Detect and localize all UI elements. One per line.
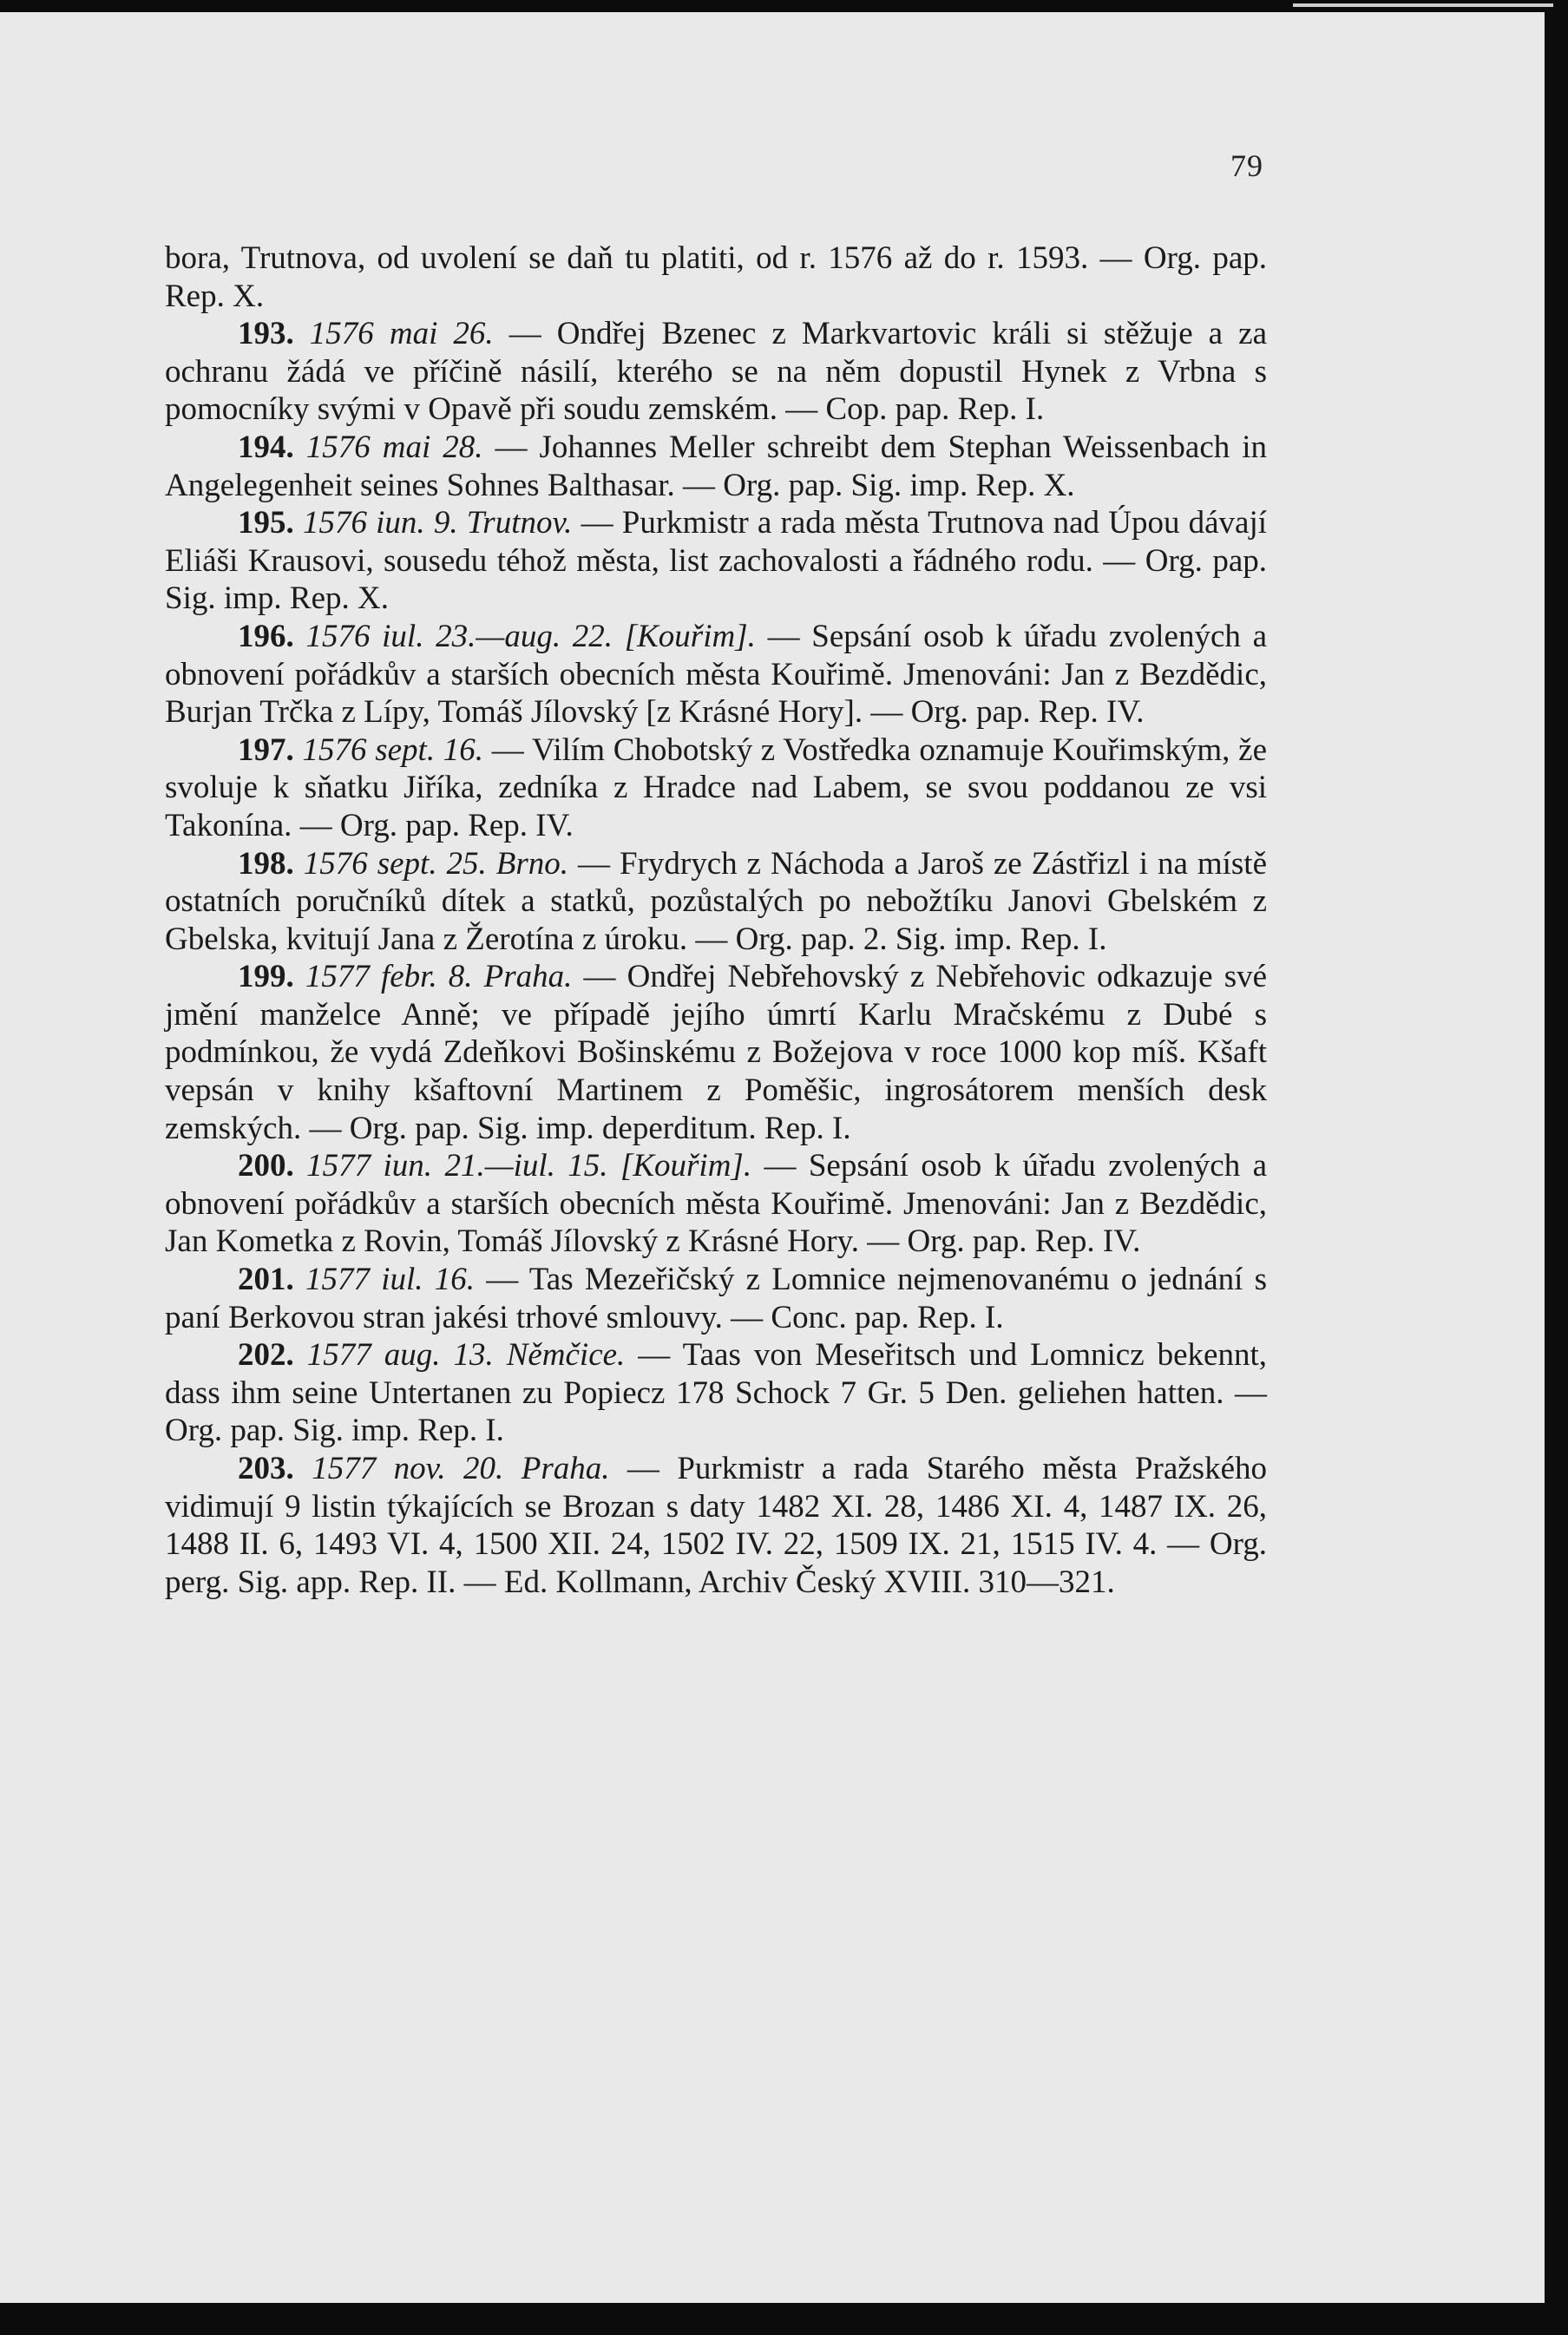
- entry-place: [Kouřim].: [624, 618, 756, 654]
- entry-202: [165, 1336, 1267, 1450]
- entry-number: 193.: [238, 316, 294, 352]
- entry-place: Brno.: [495, 845, 569, 882]
- entry-193: [165, 315, 1267, 429]
- entry-text: — Taas von Meseřitsch und Lomnicz bekennt, dass ihm seine Untertanen zu Popiecz 178 Schock 7 Gr. 5 Den. geliehen hatten. — Org. pap. Sig. imp. Rep. I.: [165, 1337, 1268, 1449]
- entry-number: 202.: [238, 1337, 294, 1374]
- entry-text: — Sepsání osob k úřadu zvolených a obnovení pořádkův a starších obecních města Kouřimě. Jmenováni: Jan z Bezdědic, Burjan Trčka z Lípy, Tomáš Jílovský [z Krásné Hory]. — Org. pap. Rep. IV.: [165, 618, 1268, 731]
- entry-date: 1576 mai 28.: [305, 429, 483, 465]
- entries-list: [165, 315, 1267, 1601]
- entry-200: [165, 1147, 1267, 1261]
- entry-text: — Tas Mezeřičský z Lomnice nejmenovanému o jednání s paní Berkovou stran jakési trhové smlouvy. — Conc. pap. Rep. I.: [165, 1262, 1268, 1335]
- entry-number: 196.: [238, 618, 294, 654]
- entry-number: 198.: [238, 845, 294, 882]
- scan-edge-line: [1293, 3, 1553, 7]
- entry-197: [165, 731, 1267, 845]
- entry-text: — Purkmistr a rada města Trutnova nad Úpou dávají Eliáši Krausovi, sousedu téhož města, list zachovalosti a řádného rodu. — Org. pap. Sig. imp. Rep. X.: [165, 505, 1268, 617]
- entry-place: Praha.: [521, 1451, 610, 1486]
- entry-number: 197.: [238, 731, 294, 768]
- entry-date: 1577 aug. 13.: [306, 1337, 494, 1374]
- page-number: 79: [1230, 148, 1263, 183]
- entry-place: Němčice.: [506, 1337, 626, 1374]
- entry-number: 201.: [238, 1262, 294, 1298]
- entry-date: 1576 iun. 9.: [302, 505, 458, 541]
- entry-text: — Purkmistr a rada Starého města Pražského vidimují 9 listin týkajících se Brozan s daty 1482 XI. 28, 1486 XI. 4, 1487 IX. 26, 1488 II. 6, 1493 VI. 4, 1500 XII. 24, 1502 IV. 22, 1509 IX. 21, 1515 IV. 4. — Org. perg. Sig. app. Rep. II. — Ed. Kollmann, Archiv Český XVIII. 310—321.: [165, 1451, 1267, 1600]
- entry-date: 1577 iun. 21.—iul. 15.: [306, 1148, 608, 1184]
- entry-place: Praha.: [483, 959, 573, 995]
- document-body: [165, 239, 1267, 1601]
- entry-place: [Kouřim].: [620, 1148, 752, 1184]
- entry-number: 194.: [238, 429, 294, 465]
- entry-195: [165, 504, 1267, 618]
- entry-198: [165, 845, 1267, 959]
- entry-201: [165, 1261, 1267, 1336]
- entry-text: — Ondřej Bzenec z Markvartovic králi si stěžuje a za ochranu žádá ve příčině násilí, kterého se na něm dopustil Hynek z Vrbna s pomocníky svými v Opavě při soudu zemském. — Cop. pap. Rep. I.: [165, 316, 1267, 428]
- entry-text: — Ondřej Nebřehovský z Nebřehovic odkazuje své jmění manželce Anně; ve případě jejího úmrtí Karlu Mračskému z Dubé s podmínkou, že vydá Zdeňkovi Bošinskému z Božejova v roce 1000 kop míš. Kšaft vepsán v knihy kšaftovní Martinem z Poměšic, ingrosátorem menších desk zemských. — Org. pap. Sig. imp. deperditum. Rep. I.: [165, 959, 1268, 1146]
- entry-number: 200.: [238, 1148, 294, 1184]
- entry-text: — Johannes Meller schreibt dem Stephan Weissenbach in Angelegenheit seines Sohnes Balthasar. — Org. pap. Sig. imp. Rep. X.: [165, 429, 1268, 503]
- entry-date: 1576 sept. 25.: [303, 845, 487, 882]
- entry-number: 195.: [238, 505, 294, 541]
- entry-196: [165, 618, 1267, 731]
- entry-text: — Sepsání osob k úřadu zvolených a obnovení pořádkův a starších obecních města Kouřimě. Jmenováni: Jan z Bezdědic, Jan Kometka z Rovin, Tomáš Jílovský z Krásné Hory. — Org. pap. Rep. IV.: [165, 1148, 1267, 1260]
- entry-date: 1577 febr. 8.: [305, 959, 473, 995]
- entry-number: 199.: [238, 959, 294, 995]
- entry-date: 1577 nov. 20.: [312, 1451, 504, 1486]
- entry-date: 1577 iul. 16.: [305, 1262, 475, 1298]
- entry-date: 1576 sept. 16.: [302, 731, 484, 768]
- entry-203: [165, 1450, 1267, 1601]
- entry-194: [165, 429, 1267, 504]
- continuation-paragraph: bora, Trutnova, od uvolení se daň tu platiti, od r. 1576 až do r. 1593. — Org. pap. Rep. X.: [165, 240, 1267, 314]
- entry-text: — Vilím Chobotský z Vostředka oznamuje Kouřimským, že svoluje k sňatku Jiříka, zedníka z Hradce nad Labem, se svou poddanou ze vsi Takonína. — Org. pap. Rep. IV.: [165, 731, 1267, 843]
- entry-date: 1576 iul. 23.—aug. 22.: [305, 618, 613, 654]
- entry-text: — Frydrych z Náchoda a Jaroš ze Zástřizl i na místě ostatních poručníků dítek a statků, pozůstalých po nebožtíku Janovi Gbelském z Gbelska, kvitují Jana z Žerotína z úroku. — Org. pap. 2. Sig. imp. Rep. I.: [165, 845, 1268, 957]
- entry-number: 203.: [238, 1451, 294, 1486]
- entry-place: Trutnov.: [466, 505, 573, 541]
- entry-date: 1576 mai 26.: [309, 316, 494, 352]
- entry-199: [165, 958, 1267, 1147]
